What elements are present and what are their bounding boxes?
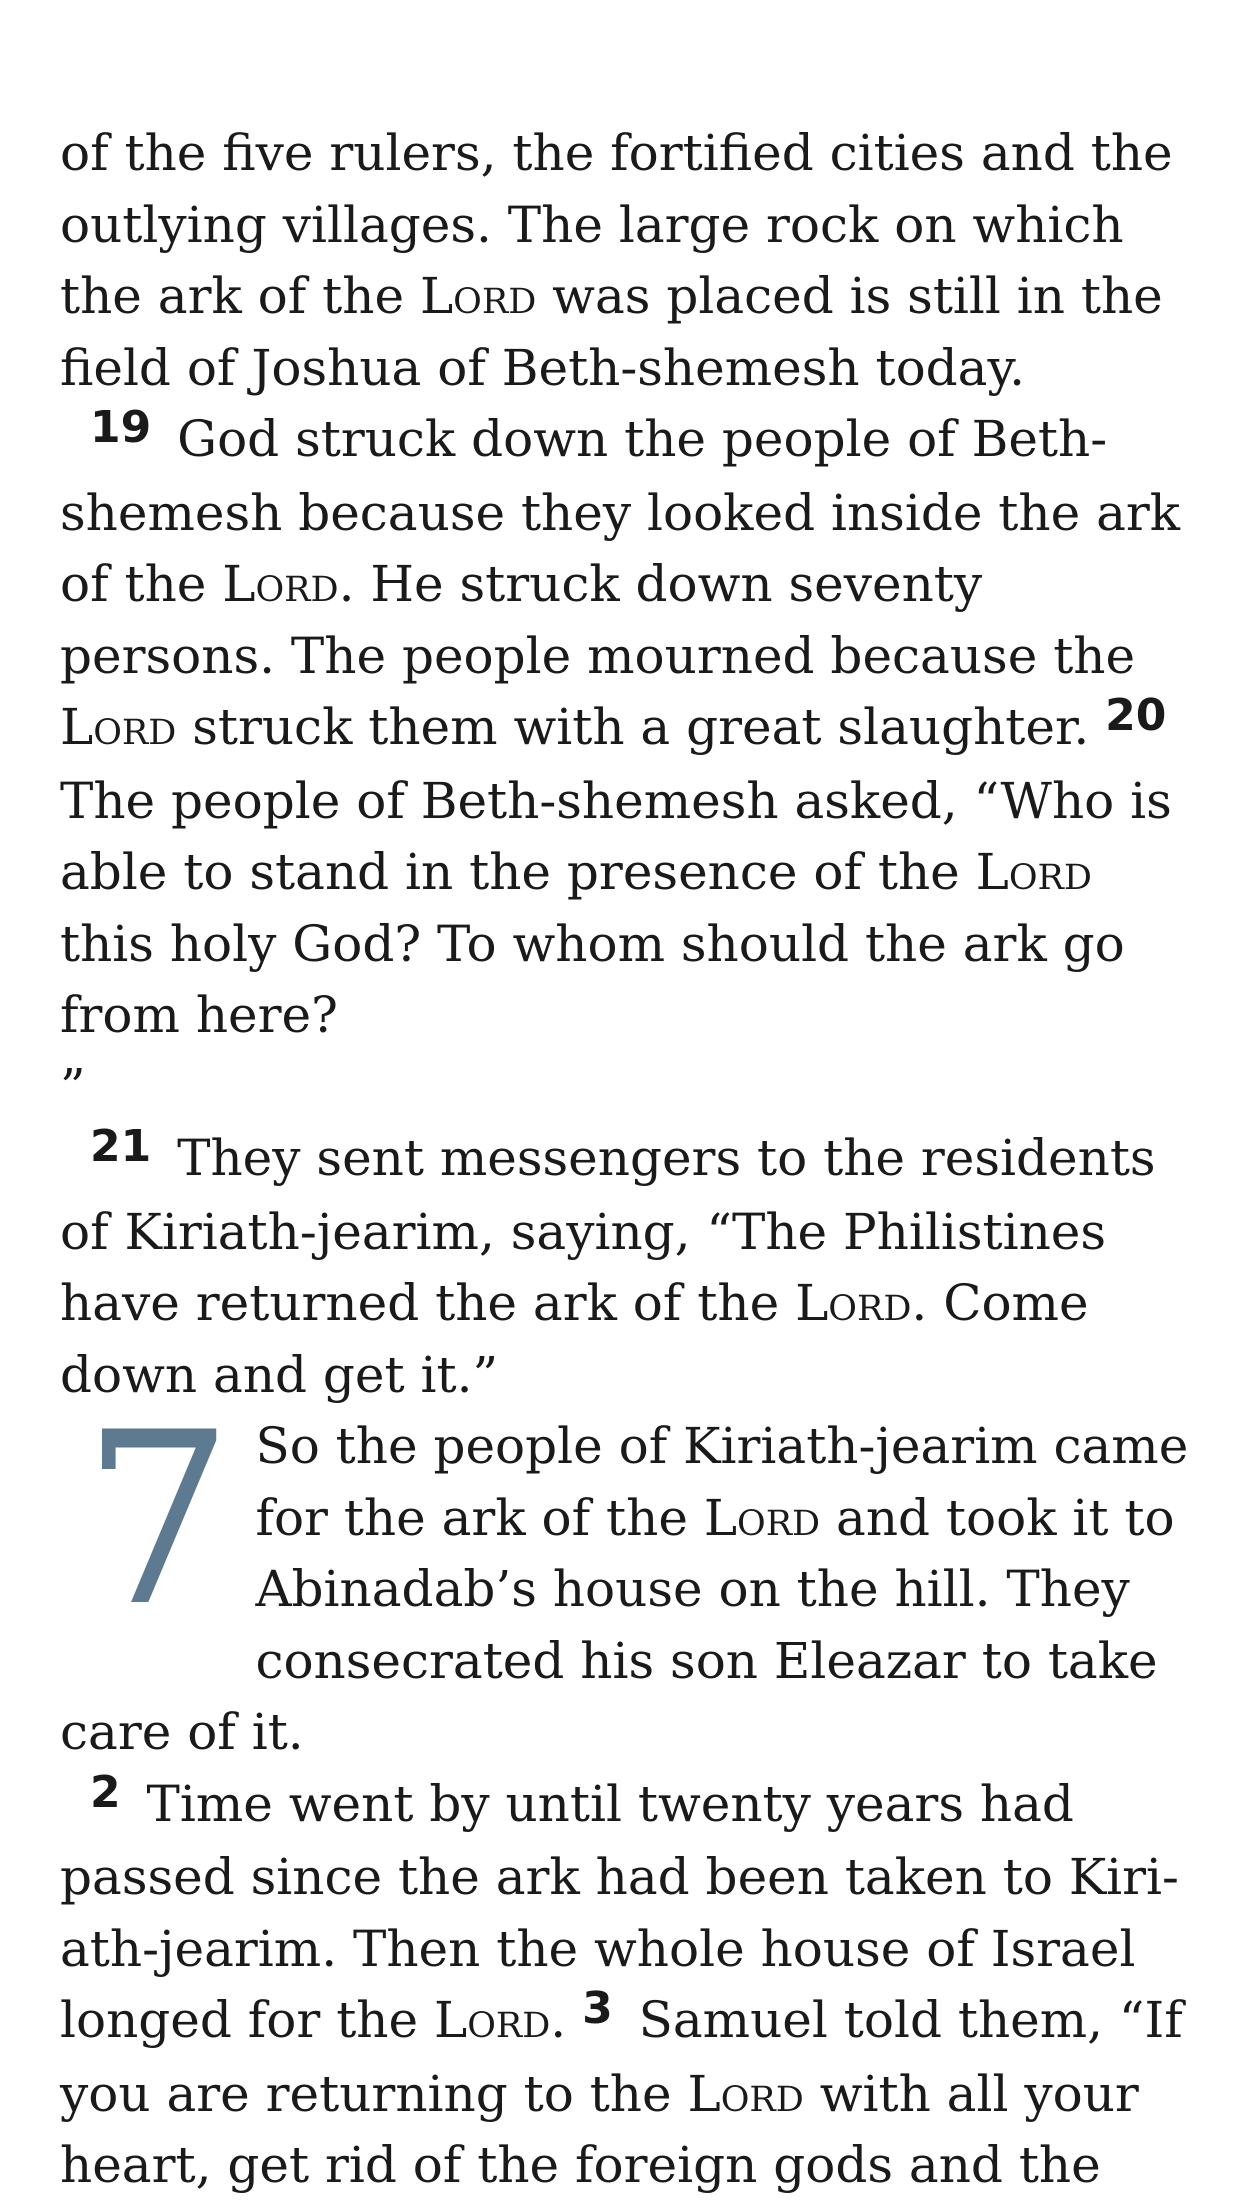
text: with all your heart, get rid of the foreign gods and the — [60, 2064, 1139, 2194]
text: . He struck down seventy persons. The people mourned because the — [60, 555, 1136, 685]
text: this holy God? To whom should the ark go from here? — [60, 914, 1125, 1044]
lord-small-caps: Lord — [975, 843, 1092, 901]
verse-number-20: 20 — [1105, 690, 1167, 741]
text: and took it to Abinadab’s house on the hill. They consecrated his son Eleazar to take care of it. — [60, 1488, 1175, 1761]
text: struck them with a great slaughter. — [176, 698, 1106, 756]
paragraph-1 — [60, 118, 1200, 404]
text: of the five rulers, the fortified cities and the outlying villages. The large rock on which the ark of the — [60, 124, 1173, 325]
text: So the people of Kiriath-jearim came for the ark of the — [255, 1417, 1189, 1547]
paragraph-3 — [60, 1123, 1200, 1411]
lord-small-caps: Lord — [222, 555, 339, 613]
text: ” — [60, 1057, 86, 1116]
text: Time went by until twenty years had passed since the ark had been taken to Kiri-ath-jearim. Then the whole house of Israel longed for the — [60, 1774, 1179, 2049]
text: was placed is still in the field of Joshua of Beth-shemesh today. — [60, 267, 1163, 397]
verse-number-3: 3 — [582, 1983, 613, 2034]
verse-number-19: 19 — [90, 402, 152, 453]
paragraph-4 — [60, 1382, 1200, 1769]
text: . — [550, 1991, 583, 2049]
text: God struck down the people of Beth-shemesh because they looked inside the ark of the — [60, 410, 1181, 613]
lord-small-caps: Lord — [687, 2064, 804, 2123]
verse-number-2: 2 — [90, 1766, 121, 1818]
lord-small-caps: Lord — [433, 1991, 551, 2049]
verse-number-21: 21 — [90, 1121, 152, 1172]
paragraph-5 — [60, 1766, 1200, 2202]
lord-small-caps: Lord — [703, 1488, 821, 1547]
text: They sent messengers to the residents of Kiriath-jearim, saying, “The Philistines have returned the ark of the — [60, 1129, 1156, 1332]
lord-small-caps: Lord — [60, 698, 177, 756]
text: . Come down and get it.” — [60, 1274, 1089, 1404]
paragraph-2 — [60, 404, 1200, 1123]
text: Samuel told them, “If you are returning to the — [60, 1991, 1183, 2123]
lord-small-caps: Lord — [795, 1274, 912, 1332]
text: The people of Beth-shemesh asked, “Who is able to stand in the presence of the — [60, 771, 1172, 901]
lord-small-caps: Lord — [419, 267, 537, 325]
chapter-number-7: 7 — [82, 1382, 234, 1659]
reader-page — [60, 118, 1200, 2202]
